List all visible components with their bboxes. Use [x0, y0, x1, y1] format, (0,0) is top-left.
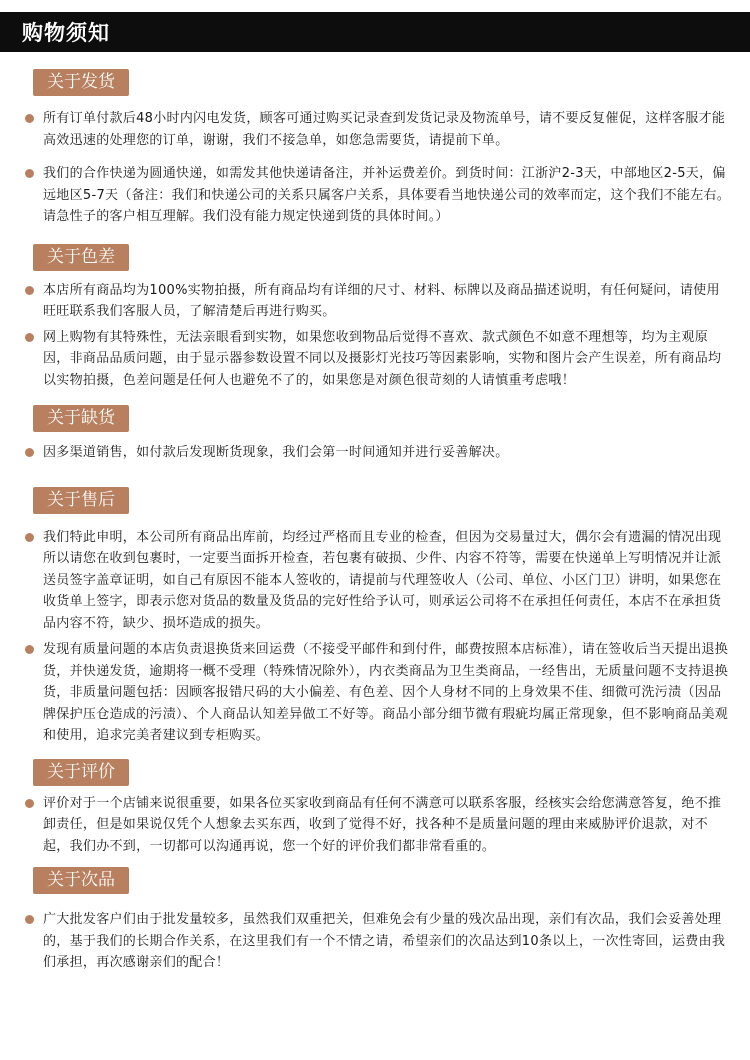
page-title-bar — [0, 12, 750, 52]
section-title-defective: 关于次品 — [33, 867, 129, 894]
top-margin — [0, 0, 750, 12]
bullet-icon — [25, 915, 34, 924]
bullet-icon — [25, 799, 34, 808]
list-item: 所有订单付款后48小时内闪电发货，顾客可通过购买记录查到发货记录及物流单号，请不要反复催促，这样客服才能高效迅速的处理您的订单，谢谢，我们不接急单，如您急需要货，请提前下单。 — [0, 108, 750, 151]
section-out-of-stock — [0, 405, 750, 464]
bullet-icon — [25, 169, 34, 178]
section-title-color-difference: 关于色差 — [33, 244, 129, 271]
bullet-icon — [25, 448, 34, 457]
list-item: 发现有质量问题的本店负责退换货来回运费（不接受平邮件和到付件，邮费按照本店标准），请在签收后当天提出退换货，并快递发货，逾期将一概不受理（特殊情况除外），内衣类商品为卫生类商品，一经售出，无质量问题不支持退换货，非质量问题包括：因顾客报错尺码的大小偏差、有色差、因个人身材不同的上身效果不佳、细微可洗污渍（因品牌保护压仓造成的污渍）、个人商品认知差异做工不好等。商品小部分细节微有瑕疵均属正常现象，但不影响商品美观和使用，追求完美者建议到专柜购买。 — [0, 639, 750, 747]
section-title-shipping: 关于发货 — [33, 69, 129, 96]
list-item: 本店所有商品均为100%实物拍摄，所有商品均有详细的尺寸、材料、标牌以及商品描述说明，有任何疑问，请使用旺旺联系我们客服人员，了解清楚后再进行购买。 — [0, 280, 750, 323]
section-after-sales — [0, 487, 750, 747]
bullet-icon — [25, 286, 34, 295]
section-shipping — [0, 69, 750, 228]
bullet-icon — [25, 645, 34, 654]
bullet-icon — [25, 114, 34, 123]
list-item: 广大批发客户们由于批发量较多，虽然我们双重把关，但难免会有少量的残次品出现，亲们有次品，我们会妥善处理的，基于我们的长期合作关系，在这里我们有一个不情之请，希望亲们的次品达到10条以上，一次性寄回，运费由我们承担，再次感谢亲们的配合！ — [0, 909, 750, 974]
bullet-icon — [25, 533, 34, 542]
bullet-icon — [25, 333, 34, 342]
list-item: 评价对于一个店铺来说很重要，如果各位买家收到商品有任何不满意可以联系客服，经核实会给您满意答复，绝不推卸责任，但是如果说仅凭个人想象去买东西，收到了觉得不好，找各种不是质量问题的理由来威胁评价退款，对不起，我们办不到，一切都可以沟通再说，您一个好的评价我们都非常看重的。 — [0, 793, 750, 858]
page-title: 购物须知 — [22, 21, 110, 45]
section-title-after-sales: 关于售后 — [33, 487, 129, 514]
list-item: 我们特此申明，本公司所有商品出库前，均经过严格而且专业的检查，但因为交易量过大，偶尔会有遗漏的情况出现所以请您在收到包裹时，一定要当面拆开检查，若包裹有破损、少件、内容不符等，需要在快递单上写明情况并让派送员签字盖章证明，如自己有原因不能本人签收的，请提前与代理签收人（公司、单位、小区门卫）讲明，如果您在收货单上签字，即表示您对货品的数量及货品的完好性给予认可，则承运公司将不在承担任何责任，本店不在承担货品内容不符，缺少、损坏造成的损失。 — [0, 527, 750, 635]
section-color-difference — [0, 244, 750, 392]
list-item: 网上购物有其特殊性，无法亲眼看到实物，如果您收到物品后觉得不喜欢、款式颜色不如意不理想等，均为主观原因，非商品品质问题，由于显示器参数设置不同以及摄影灯光技巧等因素影响，实物和图片会产生误差，所有商品均以实物拍摄，色差问题是任何人也避免不了的，如果您是对颜色很苛刻的人请慎重考虑哦！ — [0, 327, 750, 392]
section-title-reviews: 关于评价 — [33, 759, 129, 786]
section-defective — [0, 867, 750, 974]
section-reviews — [0, 759, 750, 858]
list-item: 我们的合作快递为圆通快递，如需发其他快递请备注，并补运费差价。到货时间：江浙沪2-3天，中部地区2-5天，偏远地区5-7天（备注：我们和快递公司的关系只属客户关系，具体要看当地快递公司的效率而定，这个我们不能左右。请急性子的客户相互理解。我们没有能力规定快递到货的具体时间。） — [0, 163, 750, 228]
list-item: 因多渠道销售，如付款后发现断货现象，我们会第一时间通知并进行妥善解决。 — [0, 442, 750, 464]
section-title-out-of-stock: 关于缺货 — [33, 405, 129, 432]
